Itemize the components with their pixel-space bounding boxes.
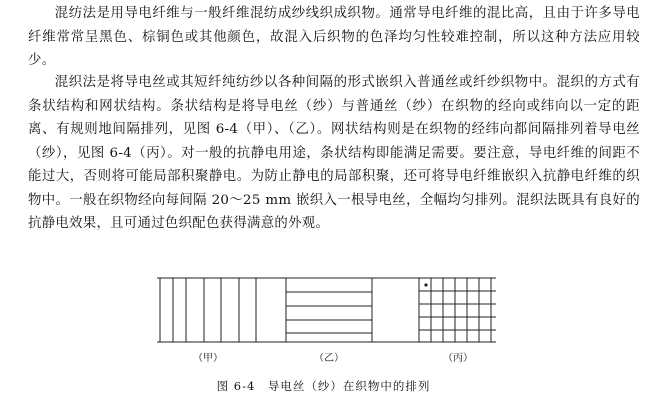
- paragraph-interweave-method: 混织法是将导电丝或其短纤纯纺纱以各种间隔的形式嵌织入普通丝或纤纱织物中。混织的方式有条状结构和网状结构。条状结构是将导电丝（纱）与普通丝（纱）在织物的经向或纬向以一定的距离、有规则地间隔排列，见图 6-4（甲）、（乙）。网状结构则是在织物的经纬向都间隔排列着导电丝（纱），见图 6-4（丙）。对一般的抗静电用途，条状结构即能满足需要。要注意，导电纤维的间距不能过大，否则将可能局部积聚静电。为防止静电的局部积聚，还可将导电纤维嵌织入抗静电纤维的织物中。一般在织物经向每间隔 20～25 mm 嵌织入一根导电丝，全幅均匀排列。混织法既具有良好的抗静电效果，且可通过色织配色获得满意的外观。: [28, 75, 640, 231]
- figure-label-bing: （丙）: [443, 353, 473, 364]
- paragraph-blend-method: 混纺法是用导电纤维与一般纤维混纺成纱线织成织物。通常导电纤维的混比高，且由于许多导电纤维常常呈黑色、棕铜色或其他颜色，故混入后织物的色泽均匀性较难控制，所以这种方法应用较少。: [28, 6, 640, 68]
- diagram-jia-vertical-stripes: [160, 278, 256, 342]
- figure-label-yi: （乙）: [314, 353, 344, 364]
- diagram-yi-horizontal-stripes: [286, 278, 372, 342]
- figure-label-jia: （甲）: [193, 353, 223, 364]
- figure-caption: 图 6-4 导电丝（纱）在织物中的排列: [216, 379, 431, 393]
- diagram-bing-grid: [419, 278, 496, 342]
